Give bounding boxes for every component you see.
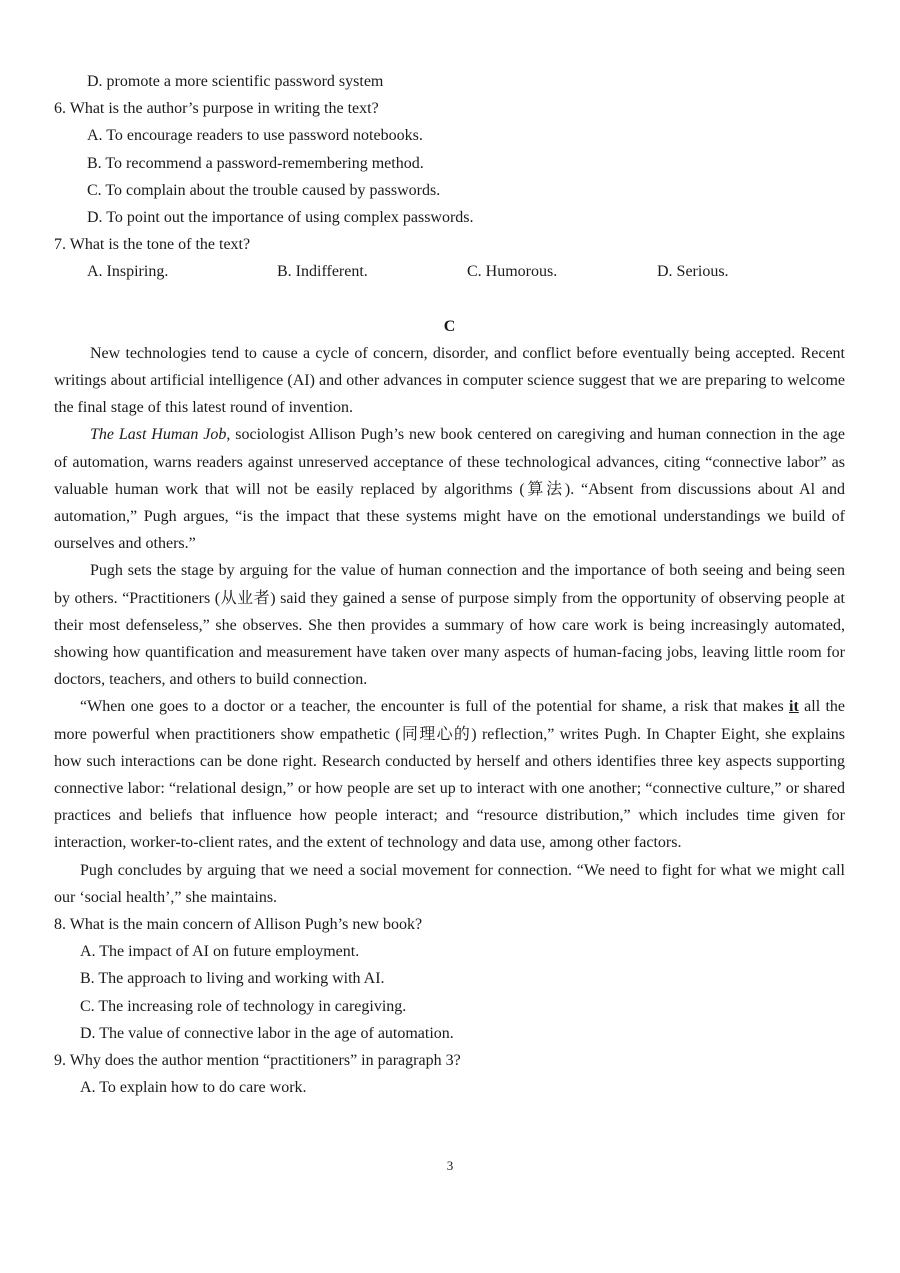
option-7c: C. Humorous.: [467, 263, 558, 281]
section-heading: C: [443, 317, 456, 335]
question-7-options: [54, 258, 845, 285]
passage-paragraph-2: [54, 421, 845, 557]
option-6d: D. To point out the importance of using complex passwords.: [87, 208, 474, 226]
question-8-stem: 8. What is the main concern of Allison Pugh’s new book?: [54, 915, 423, 933]
passage-paragraph-3: Pugh sets the stage by arguing for the value of human connection and the importance of both seeing and being seen by others. “Practitioners (从业者) said they gained a sense of purpose simply from the opportunity of observing people at their most defenseless,” she observes. She then provides a summary of how care work is being increasingly automated, showing how quantification and measurement have taken over many aspects of human-facing jobs, leaving little room for doctors, teachers, and others to build connection.: [54, 562, 845, 689]
option-8a: A. The impact of AI on future employment.: [80, 943, 360, 961]
option-9a: A. To explain how to do care work.: [80, 1079, 307, 1097]
passage-paragraph-2-text: , sociologist Allison Pugh’s new book centered on caregiving and human connection in the age of automation, warns readers against unreserved acceptance of these technological advances, citing “connective labor” as valuable human work that will not be easily replaced by algorithms (算法). “Absent from discussions about Al and automation,” Pugh argues, “is the impact that these systems might have on the emotional understandings we build of ourselves and others.”: [54, 426, 845, 553]
passage-paragraph-4-start: “When one goes to a doctor or a teacher, the encounter is full of the potential for shame, a risk that makes: [80, 698, 790, 716]
question-9-stem: 9. Why does the author mention “practitioners” in paragraph 3?: [54, 1051, 461, 1069]
book-title: The Last Human Job: [90, 426, 227, 444]
question-6-stem: 6. What is the author’s purpose in writing the text?: [54, 100, 379, 118]
option-8d: D. The value of connective labor in the age of automation.: [80, 1024, 454, 1042]
page-content: [54, 68, 845, 1101]
passage-paragraph-4: [54, 693, 845, 856]
option-6a: A. To encourage readers to use password notebooks.: [87, 127, 423, 145]
passage-paragraph-1: New technologies tend to cause a cycle of concern, disorder, and conflict before eventually being accepted. Recent writings about artificial intelligence (AI) and other advances in computer science suggest that we are preparing to welcome the final stage of this latest round of invention.: [54, 344, 845, 417]
passage-paragraph-5: Pugh concludes by arguing that we need a social movement for connection. “We need to fight for what we might call our ‘social health’,” she maintains.: [54, 861, 845, 906]
option-5d: D. promote a more scientific password system: [87, 73, 384, 90]
passage-paragraph-4-rest: all the more powerful when practitioners show empathetic (同理心的) reflection,” writes Pugh. In Chapter Eight, she explains how such interactions can be done right. Research conducted by herself and others identifies three key aspects supporting connective labor: “relational design,” or how people are set up to interact with one another; “connective culture,” or shared practices and beliefs that influence how people interact; and “resource distribution,” which includes time given for interaction, worker-to-client rates, and the extent of technology and data use, among other factors.: [54, 698, 846, 852]
option-6b: B. To recommend a password-remembering method.: [87, 154, 424, 172]
option-8c: C. The increasing role of technology in caregiving.: [80, 997, 407, 1015]
option-7b: B. Indifferent.: [277, 263, 368, 281]
option-7d: D. Serious.: [657, 263, 729, 281]
page-number: 3: [446, 1158, 454, 1173]
underlined-word-it: it: [789, 698, 799, 716]
question-7-stem: 7. What is the tone of the text?: [54, 236, 251, 254]
option-8b: B. The approach to living and working with AI.: [80, 970, 385, 988]
option-7a: A. Inspiring.: [87, 263, 169, 281]
option-6c: C. To complain about the trouble caused by passwords.: [87, 181, 441, 199]
